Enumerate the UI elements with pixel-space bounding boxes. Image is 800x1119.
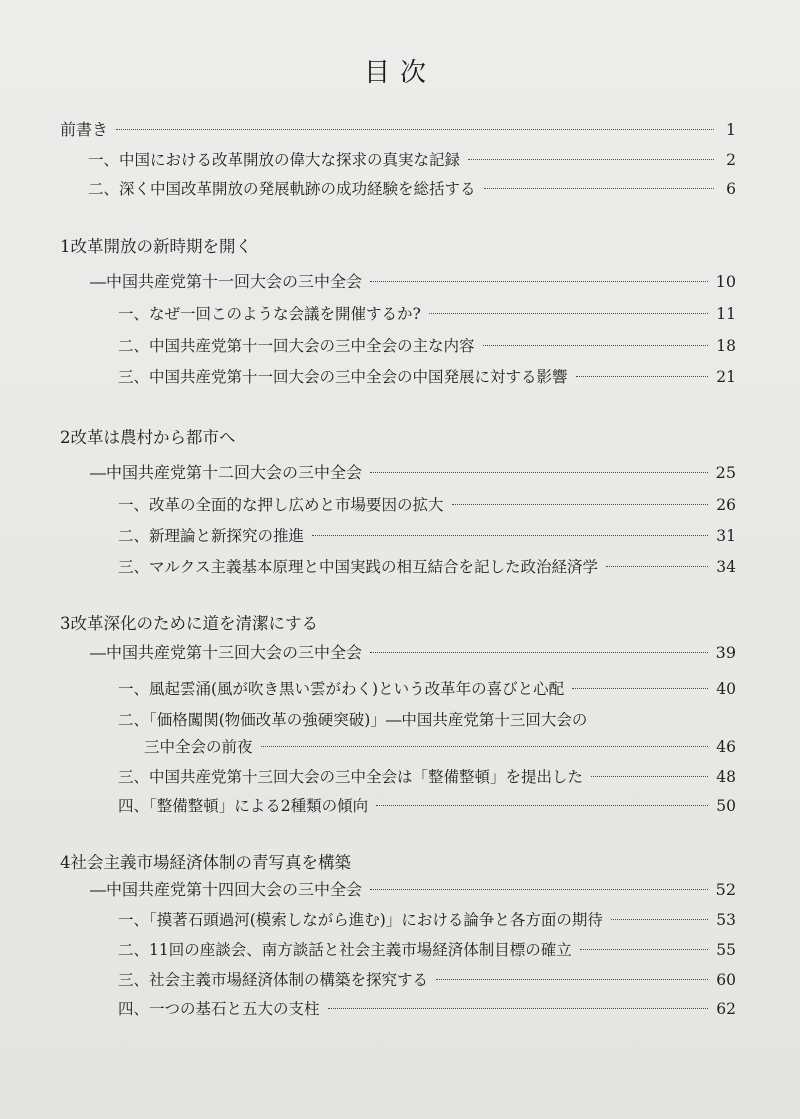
toc-page-number: 53 <box>716 911 736 929</box>
toc-entry[interactable] <box>118 938 736 960</box>
toc-page-number: 25 <box>715 463 736 482</box>
toc-entry-text: 一、風起雲涌(風が吹き黒い雲がわく)という改革年の喜びと心配 <box>118 680 565 698</box>
toc-page-number: 26 <box>716 496 736 514</box>
toc-entry-text: 一、中国における改革開放の偉大な探求の真実な記録 <box>88 151 461 169</box>
dot-leader <box>370 889 708 890</box>
toc-entry[interactable] <box>118 524 736 546</box>
dot-leader <box>468 159 714 160</box>
toc-entry-text: 二、新理論と新探究の推進 <box>118 527 305 545</box>
toc-page-number: 46 <box>716 738 736 756</box>
toc-entry[interactable] <box>118 493 736 515</box>
toc-page-number: 50 <box>716 797 736 815</box>
toc-entry-text: 三、中国共産党第十一回大会の三中全会の中国発展に対する影響 <box>118 368 568 386</box>
page-title: 目次 <box>363 58 436 88</box>
chapter-subtitle[interactable] <box>90 460 736 483</box>
toc-entry-text: 前書き <box>60 120 109 139</box>
toc-entry[interactable] <box>118 302 736 324</box>
dot-leader <box>328 1008 709 1009</box>
toc-page-number: 18 <box>716 337 736 355</box>
dot-leader <box>429 313 708 314</box>
toc-entry[interactable] <box>118 708 587 730</box>
toc-page-number: 21 <box>716 368 736 386</box>
dot-leader <box>116 129 714 130</box>
toc-page-number: 52 <box>715 880 736 899</box>
toc-entry-text: 三、中国共産党第十三回大会の三中全会は「整備整頓」を提出した <box>118 768 584 786</box>
toc-entry[interactable] <box>118 677 736 699</box>
toc-entry-text: ―中国共産党第十三回大会の三中全会 <box>90 643 363 662</box>
chapter-heading[interactable]: 4社会主義市場経済体制の青写真を構築 <box>60 853 351 872</box>
toc-entry[interactable] <box>118 997 736 1019</box>
chapter-heading[interactable]: 3改革深化のために道を清潔にする <box>60 614 318 633</box>
dot-leader <box>606 566 708 567</box>
toc-entry-text: 一、「摸著石頭過河(模索しながら進む)」における論争と各方面の期待 <box>118 911 603 929</box>
toc-page-number: 31 <box>716 527 736 545</box>
toc-entry-text: 二、深く中国改革開放の発展軌跡の成功経験を総括する <box>88 180 476 198</box>
toc-page-number: 62 <box>716 1000 736 1018</box>
dot-leader <box>576 376 709 377</box>
toc-page-number: 60 <box>716 971 736 989</box>
dot-leader <box>611 919 708 920</box>
toc-entry[interactable] <box>118 765 736 787</box>
toc-entry[interactable] <box>118 365 736 387</box>
toc-entry[interactable] <box>118 968 736 990</box>
toc-entry-text: 四、「整備整頓」による2種類の傾向 <box>118 797 369 815</box>
toc-entry[interactable] <box>118 908 736 930</box>
dot-leader <box>370 472 708 473</box>
toc-entry-text: ―中国共産党第十一回大会の三中全会 <box>90 272 363 291</box>
toc-entry-text: 三、社会主義市場経済体制の構築を探究する <box>118 971 429 989</box>
toc-page-number: 10 <box>715 272 736 291</box>
dot-leader <box>312 535 708 536</box>
toc-entry-continuation[interactable] <box>144 735 736 757</box>
toc-entry-text: ―中国共産党第十二回大会の三中全会 <box>90 463 363 482</box>
chapter-subtitle[interactable] <box>90 640 736 663</box>
toc-page-number: 11 <box>716 305 736 323</box>
chapter-heading[interactable]: 2改革は農村から都市へ <box>60 428 236 447</box>
toc-page-number: 34 <box>716 558 736 576</box>
dot-leader <box>436 979 708 980</box>
dot-leader <box>572 688 708 689</box>
toc-page-number: 1 <box>725 120 736 139</box>
toc-entry[interactable] <box>118 555 736 577</box>
toc-entry-text: 三、マルクス主義基本原理と中国実践の相互結合を記した政治経済学 <box>118 558 599 576</box>
dot-leader <box>452 504 709 505</box>
toc-entry-text: 一、なぜ一回このような会議を開催するか? <box>118 305 421 323</box>
toc-entry-text: 二、中国共産党第十一回大会の三中全会の主な内容 <box>118 337 475 355</box>
toc-page-number: 2 <box>726 151 736 169</box>
toc-page-number: 55 <box>716 941 736 959</box>
chapter-subtitle[interactable] <box>90 877 736 900</box>
chapter-subtitle[interactable] <box>90 269 736 292</box>
dot-leader <box>370 652 708 653</box>
toc-entry[interactable] <box>88 148 736 170</box>
toc-entry-text: 二、「価格闖関(物価改革の強硬突破)」―中国共産党第十三回大会の <box>118 711 588 729</box>
dot-leader <box>484 188 714 189</box>
toc-entry[interactable] <box>88 177 736 199</box>
toc-page-number: 6 <box>726 180 736 198</box>
toc-entry[interactable] <box>118 794 736 816</box>
dot-leader <box>261 746 709 747</box>
toc-entry-text: 四、一つの基石と五大の支柱 <box>118 1000 320 1018</box>
dot-leader <box>483 345 709 346</box>
toc-entry-text: 一、改革の全面的な押し広めと市場要因の拡大 <box>118 496 444 514</box>
toc-entry-preface[interactable] <box>60 117 736 140</box>
toc-page-number: 40 <box>716 680 736 698</box>
dot-leader <box>370 281 708 282</box>
toc-entry-text: 三中全会の前夜 <box>144 738 253 756</box>
chapter-heading[interactable]: 1改革開放の新時期を開く <box>60 237 252 256</box>
dot-leader <box>591 776 708 777</box>
dot-leader <box>580 949 709 950</box>
toc-page-number: 39 <box>715 643 736 662</box>
toc-entry[interactable] <box>118 334 736 356</box>
toc-entry-text: ―中国共産党第十四回大会の三中全会 <box>90 880 363 899</box>
toc-entry-text: 二、11回の座談会、南方談話と社会主義市場経済体制目標の確立 <box>118 941 572 959</box>
dot-leader <box>376 805 708 806</box>
toc-page-number: 48 <box>716 768 736 786</box>
